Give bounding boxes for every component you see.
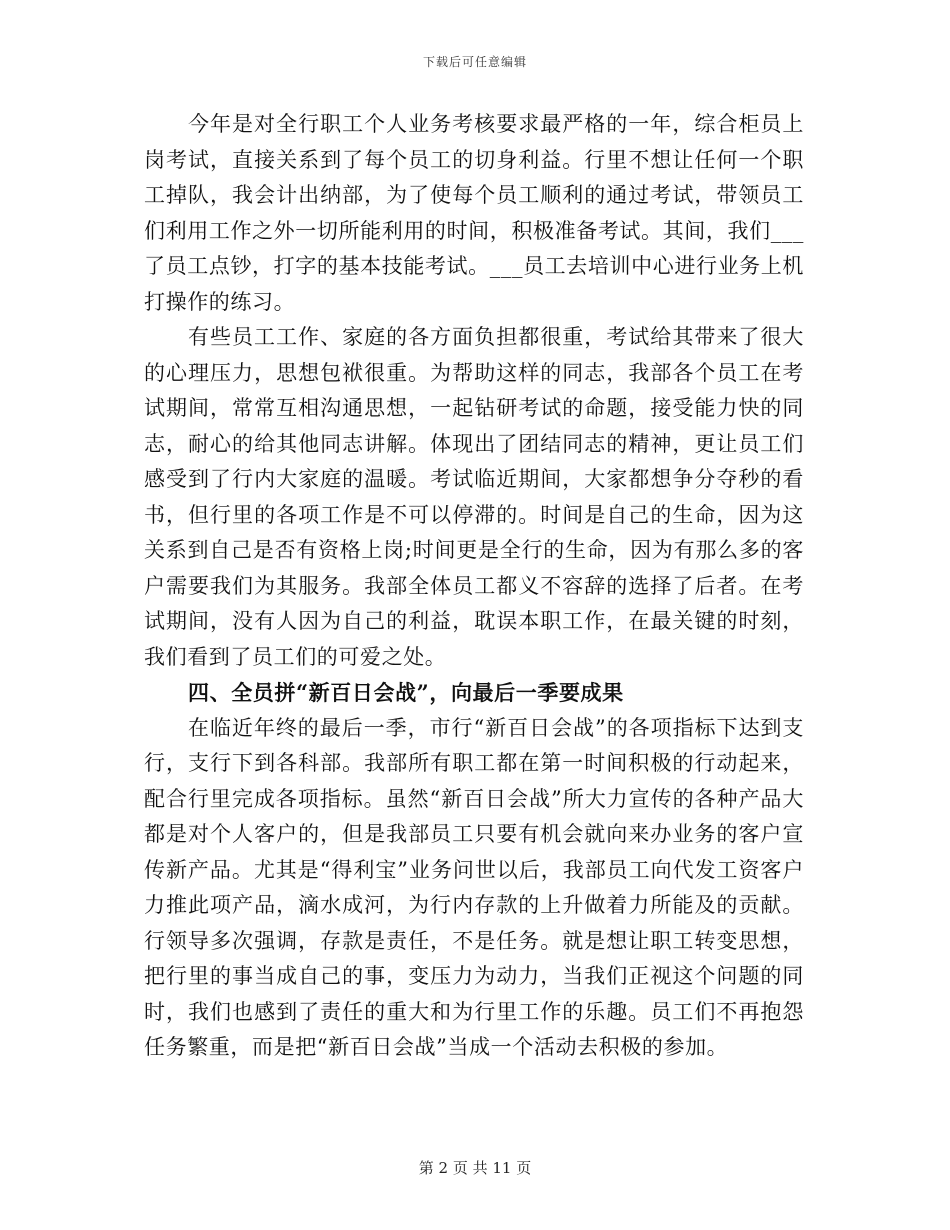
page-header: 下载后可任意编辑	[422, 55, 527, 69]
body-paragraph-2: 有些员工工作、家庭的各方面负担都很重，考试给其带来了很大的心理压力，思想包袱很重。为帮助这样的同志，我部各个员工在考试期间，常常互相沟通思想，一起钻研考试的命题，接受能力快的同志，耐心的给其他同志讲解。体现出了团结同志的精神，更让员工们感受到了行内大家庭的温暖。考试临近期间，大家都想争分夺秒的看书，但行里的各项工作是不可以停滞的。时间是自己的生命，因为这关系到自己是否有资格上岗;时间更是全行的生命，因为有那么多的客户需要我们为其服务。我部全体员工都义不容辞的选择了后者。在考试期间，没有人因为自己的利益，耽误本职工作，在最关键的时刻，我们看到了员工们的可爱之处。	[144, 325, 804, 669]
body-paragraph-1: 今年是对全行职工个人业务考核要求最严格的一年，综合柜员上岗考试，直接关系到了每个员工的切身利益。行里不想让任何一个职工掉队，我会计出纳部，为了使每个员工顺利的通过考试，带领员工们利用工作之外一切所能利用的时间，积极准备考试。其间，我们___了员工点钞，打字的基本技能考试。___员工去培训中心进行业务上机打操作的练习。	[144, 112, 804, 314]
body-paragraph-3: 在临近年终的最后一季，市行“新百日会战”的各项指标下达到支行，支行下到各科部。我部所有职工都在第一时间积极的行动起来，配合行里完成各项指标。虽然“新百日会战”所大力宣传的各种产品大都是对个人客户的，但是我部员工只要有机会就向来办业务的客户宣传新产品。尤其是“得利宝”业务问世以后，我部员工向代发工资客户力推此项产品，滴水成河，为行内存款的上升做着力所能及的贡献。行领导多次强调，存款是责任，不是任务。就是想让职工转变思想，把行里的事当成自己的事，变压力为动力，当我们正视这个问题的同时，我们也感到了责任的重大和为行里工作的乐趣。员工们不再抱怨任务繁重，而是把“新百日会战”当成一个活动去积极的参加。	[144, 715, 804, 1059]
page-footer: 第 2 页 共 11 页	[418, 1159, 532, 1177]
document-body	[144, 107, 804, 1066]
section-heading: 四、全员拼“新百日会战”，向最后一季要成果	[188, 680, 624, 705]
